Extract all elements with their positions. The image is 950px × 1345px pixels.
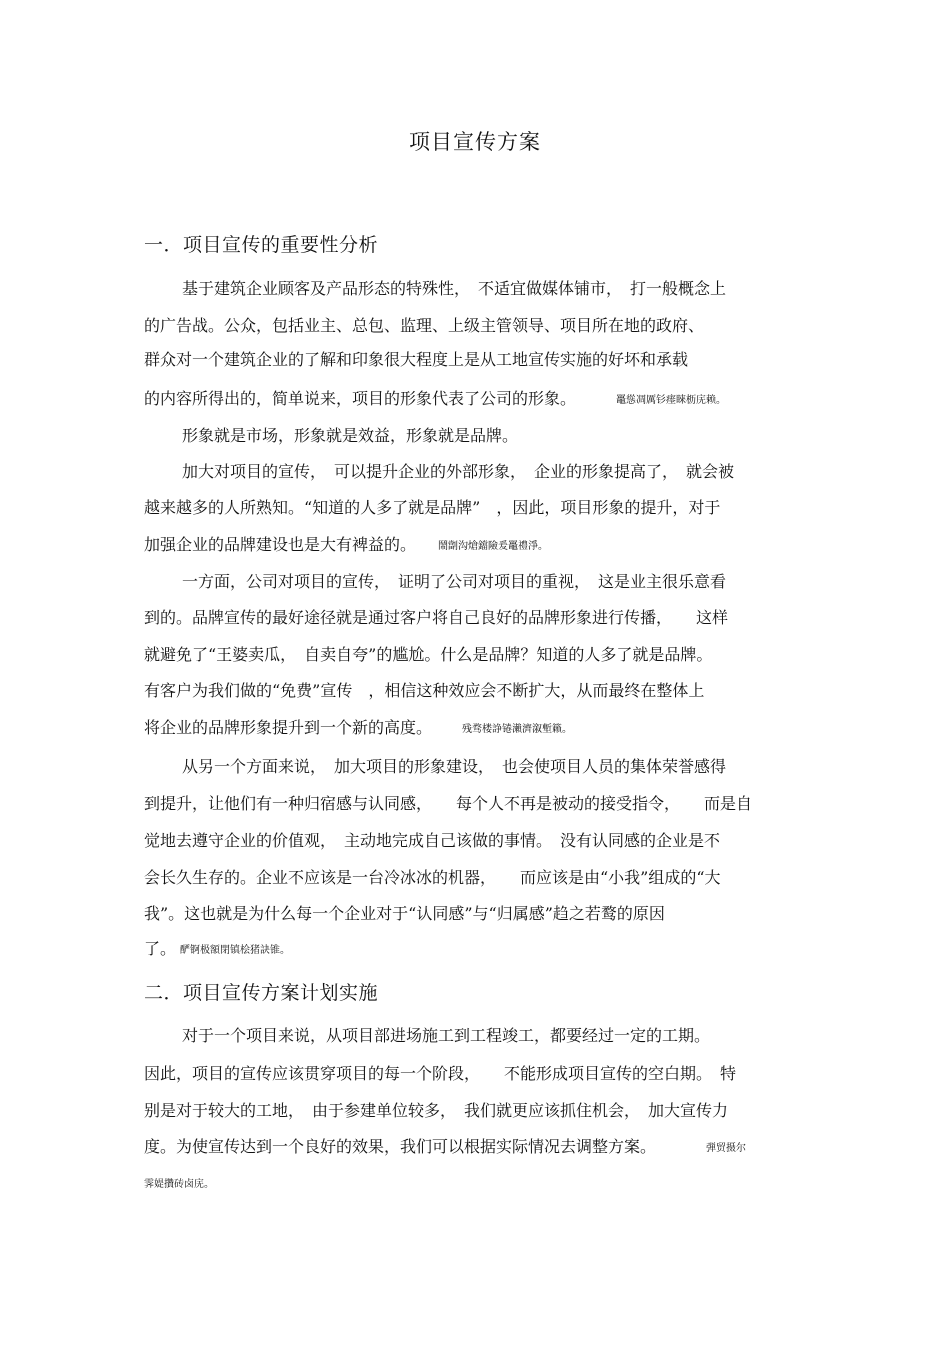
- garbled-note: 酽锕极額閉镇桧猪訣锥。: [180, 945, 291, 956]
- paragraph-line: 的广告战。公众，包括业主、总包、监理、上级主管领导、项目所在地的政府、: [144, 316, 705, 335]
- paragraph-line: [144, 717, 572, 741]
- garbled-note: 弾贸摄尔: [706, 1143, 747, 1154]
- paragraph-line: [144, 534, 548, 558]
- garbled-note: 鬧劏沟熗鐺險爰鼉禮淨。: [438, 541, 549, 552]
- paragraph-line: 群众对一个建筑企业的了解和印象很大程度上是从工地宣传实施的好坏和承载: [144, 350, 689, 369]
- paragraph-line: 会长久生存的。企业不应该是一台冷冰冰的机器， 而应该是由“小我”组成的“大: [144, 868, 721, 887]
- paragraph-line: 从另一个方面来说， 加大项目的形象建设， 也会使项目人员的集体荣誉感得: [182, 757, 727, 776]
- line-text: 度。为使宣传达到一个良好的效果，我们可以根据实际情况去调整方案。: [144, 1137, 657, 1156]
- garbled-note: 霁媞攢砖卤庑。: [144, 1179, 214, 1190]
- paragraph-line: 就避免了“王婆卖瓜， 自卖自夸”的尴尬。什么是品牌？知道的人多了就是品牌。: [144, 645, 713, 664]
- paragraph-line: 基于建筑企业顾客及产品形态的特殊性， 不适宜做媒体铺市， 打一般概念上: [182, 279, 727, 298]
- line-text: 的内容所得出的，简单说来，项目的形象代表了公司的形象。: [144, 389, 577, 408]
- document-title: 项目宣传方案: [409, 130, 541, 154]
- section-heading-importance: 一．项目宣传的重要性分析: [144, 234, 379, 256]
- paragraph-line: [144, 388, 726, 412]
- paragraph-line: 对于一个项目来说，从项目部进场施工到工程竣工，都要经过一定的工期。: [182, 1026, 711, 1045]
- paragraph-line: [144, 938, 290, 962]
- paragraph-line: 因此，项目的宣传应该贯穿项目的每一个阶段， 不能形成项目宣传的空白期。 特: [144, 1064, 737, 1083]
- paragraph-line: 形象就是市场，形象就是效益，形象就是品牌。: [182, 426, 519, 445]
- paragraph-line: 我”。这也就是为什么每一个企业对于“认同感”与“归属感”趋之若鹜的原因: [144, 904, 665, 923]
- paragraph-line: 别是对于较大的工地， 由于参建单位较多， 我们就更应该抓住机会， 加大宣传力: [144, 1101, 729, 1120]
- paragraph-line: 一方面，公司对项目的宣传， 证明了公司对项目的重视， 这是业主很乐意看: [182, 572, 727, 591]
- line-text: 了。: [144, 939, 177, 958]
- paragraph-line: 越来越多的人所熟知。“知道的人多了就是品牌” ，因此，项目形象的提升，对于: [144, 498, 721, 517]
- paragraph-line: 到提升，让他们有一种归宿感与认同感， 每个人不再是被动的接受指令， 而是自: [144, 794, 753, 813]
- paragraph-line: [144, 1136, 746, 1160]
- line-text: 加强企业的品牌建设也是大有裨益的。: [144, 535, 417, 554]
- line-text: 将企业的品牌形象提升到一个新的高度。: [144, 718, 433, 737]
- paragraph-line: 到的。品牌宣传的最好途径就是通过客户将自己良好的品牌形象进行传播， 这样: [144, 608, 729, 627]
- garbled-note: 鼉慫凋厲钐瘗睞枥庑赖。: [616, 395, 727, 406]
- paragraph-line: 觉地去遵守企业的价值观， 主动地完成自己该做的事情。 没有认同感的企业是不: [144, 831, 721, 850]
- section-heading-plan: 二．项目宣传方案计划实施: [144, 982, 379, 1004]
- paragraph-line: 加大对项目的宣传， 可以提升企业的外部形象， 企业的形象提高了， 就会被: [182, 462, 735, 481]
- paragraph-line: 有客户为我们做的“免费”宣传 ，相信这种效应会不断扩大，从而最终在整体上: [144, 681, 705, 700]
- garbled-note: 残骛楼諍锩瀨濟溆塹籟。: [462, 724, 573, 735]
